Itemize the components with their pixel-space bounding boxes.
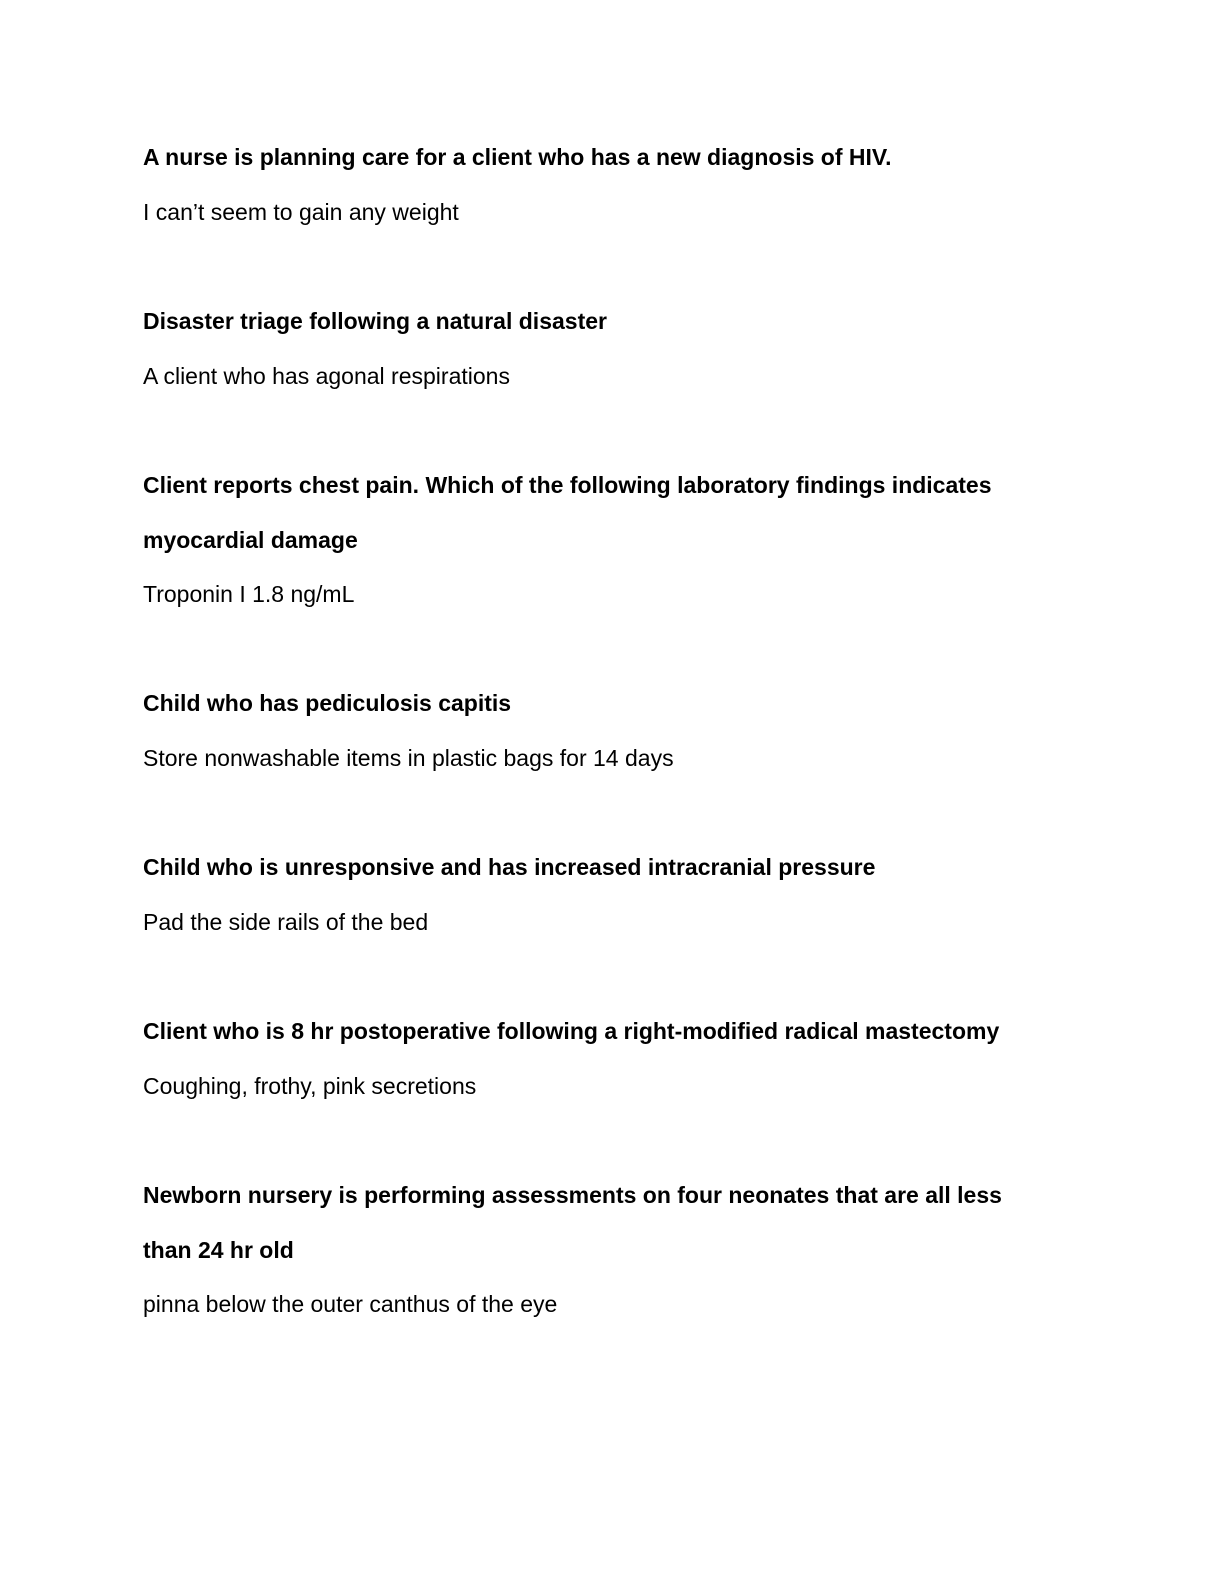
qa-item-newborn-nursery [143,1168,1063,1332]
question-text: A nurse is planning care for a client who has a new diagnosis of HIV. [143,144,892,170]
question-text: Child who has pediculosis capitis [143,690,512,716]
answer-text: Pad the side rails of the bed [143,908,429,935]
question-text: Disaster triage following a natural disaster [143,308,607,334]
question-text-line-1: Client reports chest pain. Which of the following laboratory findings indicates [143,472,992,498]
answer-text: Store nonwashable items in plastic bags for 14 days [143,744,674,771]
qa-item-intracranial-pressure [143,840,1063,949]
qa-item-chest-pain [143,458,1063,622]
answer-text: Troponin I 1.8 ng/mL [143,581,355,607]
qa-item-mastectomy [143,1004,1063,1113]
qa-item-hiv [143,130,1063,239]
question-text: Child who is unresponsive and has increased intracranial pressure [143,854,876,880]
answer-text: pinna below the outer canthus of the eye [143,1291,558,1317]
qa-item-pediculosis [143,676,1063,785]
answer-text: I can’t seem to gain any weight [143,198,459,225]
answer-text: A client who has agonal respirations [143,362,510,389]
question-text-line-2: myocardial damage [143,526,358,553]
qa-item-disaster-triage [143,294,1063,403]
question-text-line-1: Newborn nursery is performing assessments on four neonates that are all less [143,1182,1002,1208]
answer-text: Coughing, frothy, pink secretions [143,1072,477,1099]
question-text-line-2: than 24 hr old [143,1236,294,1263]
question-text: Client who is 8 hr postoperative following a right-modified radical mastectomy [143,1018,1000,1044]
